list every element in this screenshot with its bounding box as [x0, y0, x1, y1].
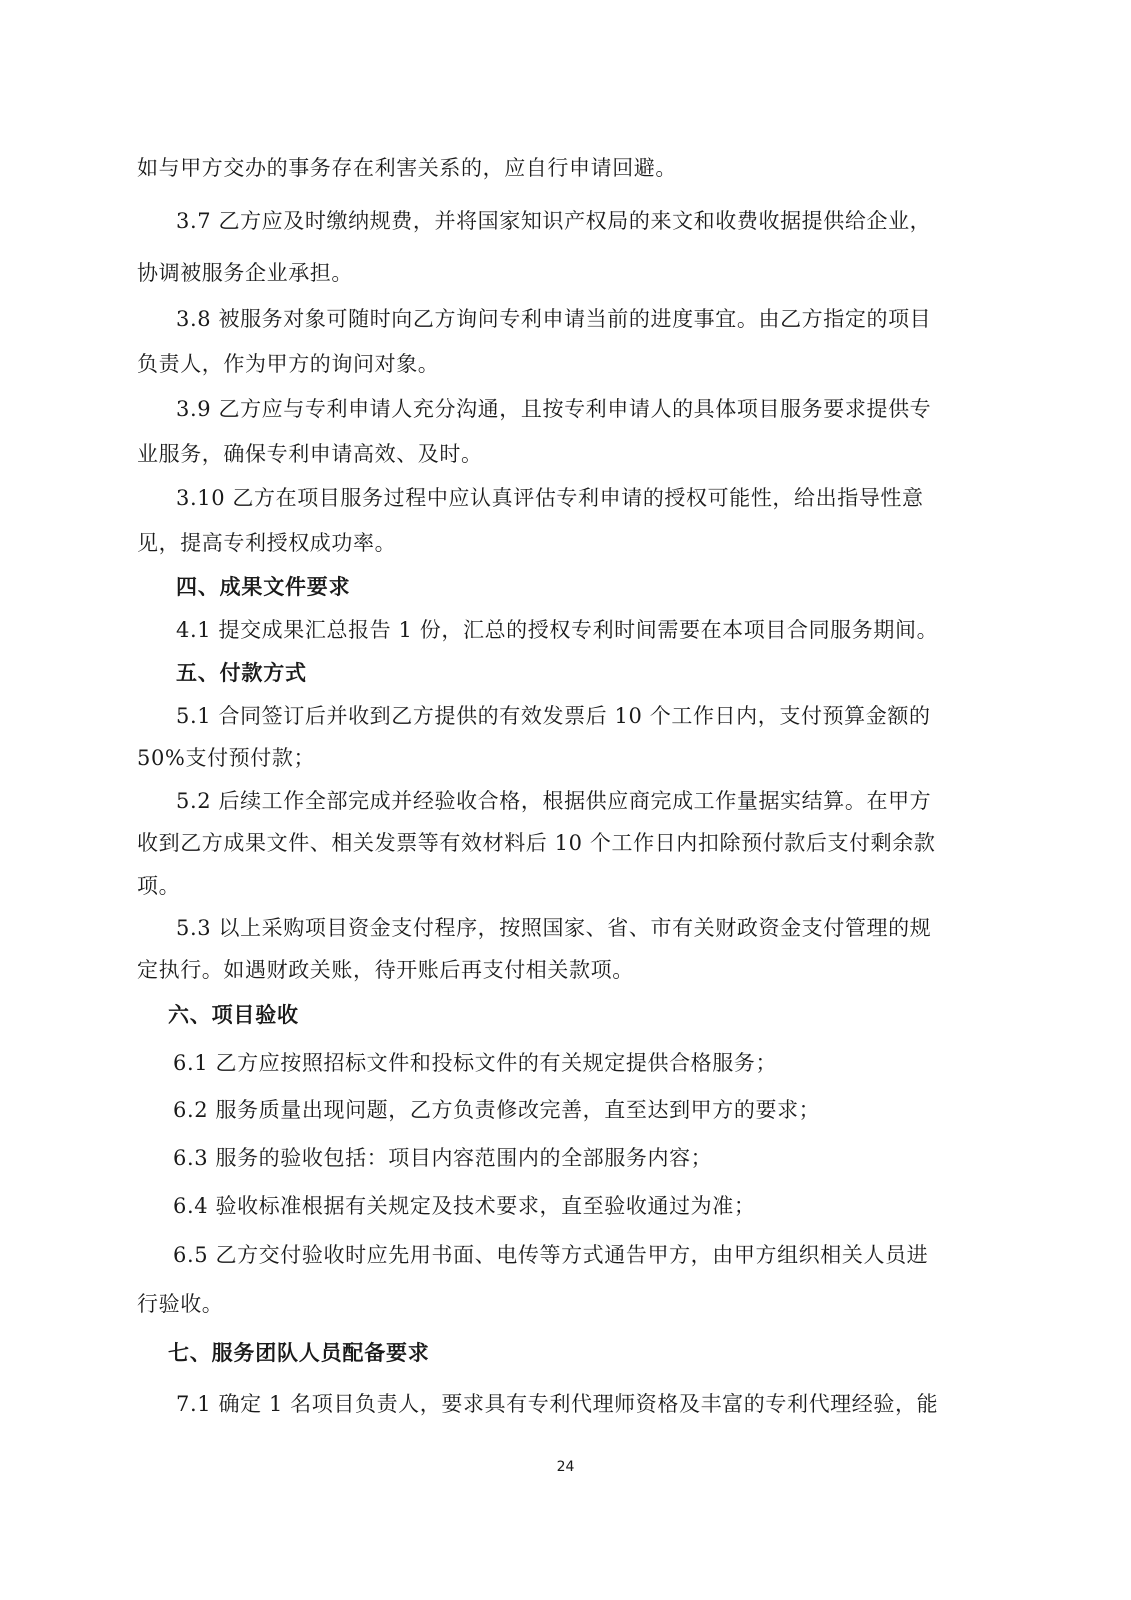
body-text-line: 6.2 服务质量出现问题，乙方负责修改完善，直至达到甲方的要求；: [173, 1098, 821, 1122]
body-text-line: 见，提高专利授权成功率。: [137, 531, 397, 555]
body-text-line: 5.2 后续工作全部完成并经验收合格，根据供应商完成工作量据实结算。在甲方: [176, 789, 932, 813]
body-text-line: 3.10 乙方在项目服务过程中应认真评估专利申请的授权可能性，给出指导性意: [176, 486, 924, 510]
section-heading: 七、服务团队人员配备要求: [168, 1341, 430, 1365]
body-text-line: 7.1 确定 1 名项目负责人，要求具有专利代理师资格及丰富的专利代理经验，能: [176, 1392, 939, 1416]
body-text-line: 3.7 乙方应及时缴纳规费，并将国家知识产权局的来文和收费收据提供给企业，: [176, 209, 932, 233]
body-text-line: 收到乙方成果文件、相关发票等有效材料后 10 个工作日内扣除预付款后支付剩余款: [137, 831, 936, 855]
body-text-line: 项。: [137, 874, 181, 898]
body-text-line: 业服务，确保专利申请高效、及时。: [137, 442, 483, 466]
section-heading: 五、付款方式: [176, 661, 307, 685]
body-text-line: 定执行。如遇财政关账，待开账后再支付相关款项。: [137, 958, 634, 982]
section-heading: 四、成果文件要求: [176, 575, 351, 599]
body-text-line: 5.3 以上采购项目资金支付程序，按照国家、省、市有关财政资金支付管理的规: [176, 916, 932, 940]
body-text-line: 负责人，作为甲方的询问对象。: [137, 352, 440, 376]
body-text-line: 协调被服务企业承担。: [137, 261, 353, 285]
body-text-line: 行验收。: [137, 1292, 224, 1316]
body-text-line: 6.3 服务的验收包括：项目内容范围内的全部服务内容；: [173, 1146, 713, 1170]
body-text-line: 50%支付预付款；: [137, 746, 316, 770]
body-text-line: 6.1 乙方应按照招标文件和投标文件的有关规定提供合格服务；: [173, 1051, 778, 1075]
body-text-line: 6.4 验收标准根据有关规定及技术要求，直至验收通过为准；: [173, 1194, 756, 1218]
body-text-line: 6.5 乙方交付验收时应先用书面、电传等方式通告甲方，由甲方组织相关人员进: [173, 1243, 929, 1267]
body-text-line: 3.8 被服务对象可随时向乙方询问专利申请当前的进度事宜。由乙方指定的项目: [176, 307, 932, 331]
section-heading: 六、项目验收: [168, 1003, 299, 1027]
body-text-line: 5.1 合同签订后并收到乙方提供的有效发票后 10 个工作日内，支付预算金额的: [176, 704, 931, 728]
body-text-line: 4.1 提交成果汇总报告 1 份，汇总的授权专利时间需要在本项目合同服务期间。: [176, 618, 939, 642]
body-text-line: 如与甲方交办的事务存在利害关系的，应自行申请回避。: [137, 156, 677, 180]
body-text-line: 3.9 乙方应与专利申请人充分沟通，且按专利申请人的具体项目服务要求提供专: [176, 397, 932, 421]
page-number: 24: [556, 1459, 575, 1475]
